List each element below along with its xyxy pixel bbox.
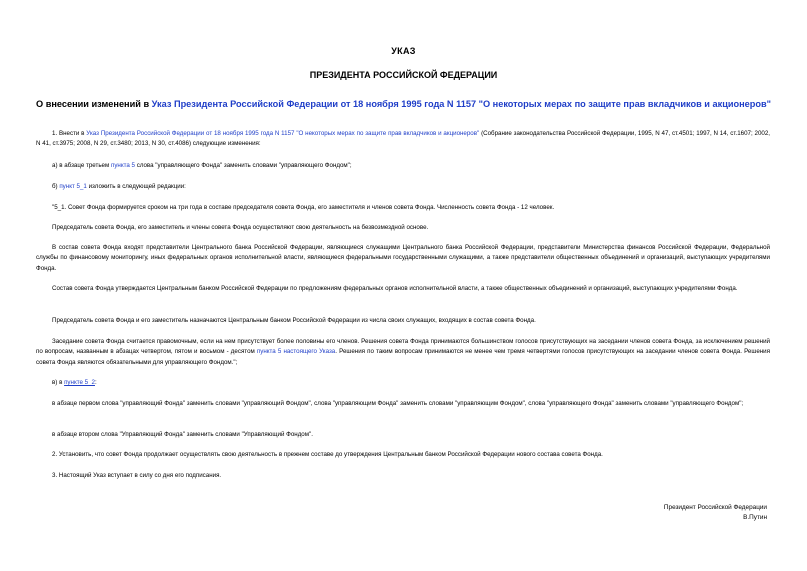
paragraph-2 [36, 161, 770, 171]
p10-point5-2-link[interactable]: пункте 5_2 [64, 379, 95, 386]
p9-text-post: . Решения по таким вопросам принимаются не менее чем тремя четвертями голосов присутствующих на заседании членов совета Фонда. Решения совета Фонда являются обязательными для управляющего Фондом."; [36, 348, 770, 366]
p1-decree-title-link[interactable]: "О некоторых мерах по защите прав вкладчиков и акционеров" [296, 130, 480, 137]
p9-point5-link[interactable]: пункта 5 настоящего Указа [256, 348, 336, 356]
document-heading [0, 99, 807, 109]
paragraph-3 [36, 182, 770, 192]
p3-text-post: изложить в следующей редакции: [86, 183, 186, 190]
paragraph-13: 2. Установить, что совет Фонда продолжает осуществлять свою деятельность в прежнем составе до утверждения Центральным банком Российской Федерации нового состава совета Фонда. [52, 451, 603, 458]
signature-block [517, 503, 767, 523]
p1-text-pre: 1. Внести в [52, 130, 87, 137]
p2-text-post: слова "управляющего Фонда" заменить словами "управляющего Фондом"; [135, 162, 352, 169]
paragraph-5: Председатель совета Фонда, его заместитель и члены совета Фонда осуществляют свою деятельность на безвозмездной основе. [52, 224, 429, 231]
p2-point5-link[interactable]: пункта 5 [110, 162, 135, 169]
p10-text-pre: в) в [52, 379, 65, 386]
signature-name: В.Путин [743, 514, 767, 521]
paragraph-6: В состав совета Фонда входят представители Центрального банка Российской Федерации, являющиеся служащими Центрального банка Российской Федерации, представители Министерства финансов Российской Федерации, Федеральной службы по финансовому мониторингу, иных федеральных органов исполнительной власти, являющиеся федеральными государственными служащими, а также представители общественных объединений и организаций, выступающих учредителями Фонда. [36, 244, 770, 272]
paragraph-12: в абзаце втором слова "Управляющий Фонда" заменить словами "Управляющий Фондом". [52, 431, 313, 438]
p10-text-post: : [94, 379, 97, 386]
p2-text-pre: а) в абзаце третьем [52, 162, 111, 169]
p3-point5-1-link[interactable]: пункт 5_1 [59, 183, 87, 190]
paragraph-7: Состав совета Фонда утверждается Центральным банком Российской Федерации по предложениям федеральных органов исполнительной власти, а также общественных объединений и организаций, выступающих учредителями Фонда. [52, 285, 738, 292]
paragraph-9 [36, 337, 770, 368]
paragraph-11: в абзаце первом слова "управляющий Фонда" заменить словами "управляющий Фондом", слова "управляющим Фонда" заменить словами "управляющим Фондом", слова "управляющего Фонда" заменить словами "управляющего Фондом"; [52, 400, 744, 407]
heading-prefix: О внесении изменений в [36, 99, 152, 109]
paragraph-8: Председатель совета Фонда и его заместитель назначаются Центральным банком Российской Федерации из числа своих служащих, входящих в состав совета Фонда. [52, 317, 536, 324]
heading-decree-link[interactable]: Указ Президента Российской Федерации от 18 ноября 1995 года N 1157 "О некоторых мерах по защите прав вкладчиков и акционеров" [151, 99, 771, 109]
p1-text-post: (Собрание законодательства Российской Федерации, 1995, N 47, ст.4501; 1997, N 14, ст.1607; 2002, N 41, ст.3975; 2008, N 29, ст.3480; 2013, N 30, ст.4086) следующие изменения: [36, 130, 770, 148]
paragraph-1 [36, 129, 770, 150]
document-title: УКАЗ [391, 46, 416, 56]
document-subtitle: ПРЕЗИДЕНТА РОССИЙСКОЙ ФЕДЕРАЦИИ [309, 70, 498, 80]
p1-decree-link[interactable]: Указ Президента Российской Федерации от 18 ноября 1995 года N 1157 [86, 130, 295, 137]
p9-text-pre: Заседание совета Фонда считается правомочным, если на нем присутствует более половины его членов. Решения совета Фонда принимаются большинством голосов присутствующих на заседании членов совета Фонда, за исключением решений по вопросам, названным в абзацах четвертом, пятом и восьмом - десятом [36, 338, 770, 356]
p3-text-pre: б) [52, 183, 60, 190]
signature-position: Президент Российской Федерации [663, 504, 767, 511]
paragraph-4: "5_1. Совет Фонда формируется сроком на три года в составе председателя совета Фонда, его заместителя и членов совета Фонда. Численность совета Фонда - 12 человек. [52, 204, 555, 211]
paragraph-10 [36, 378, 770, 388]
paragraph-14: 3. Настоящий Указ вступает в силу со дня его подписания. [52, 472, 222, 479]
